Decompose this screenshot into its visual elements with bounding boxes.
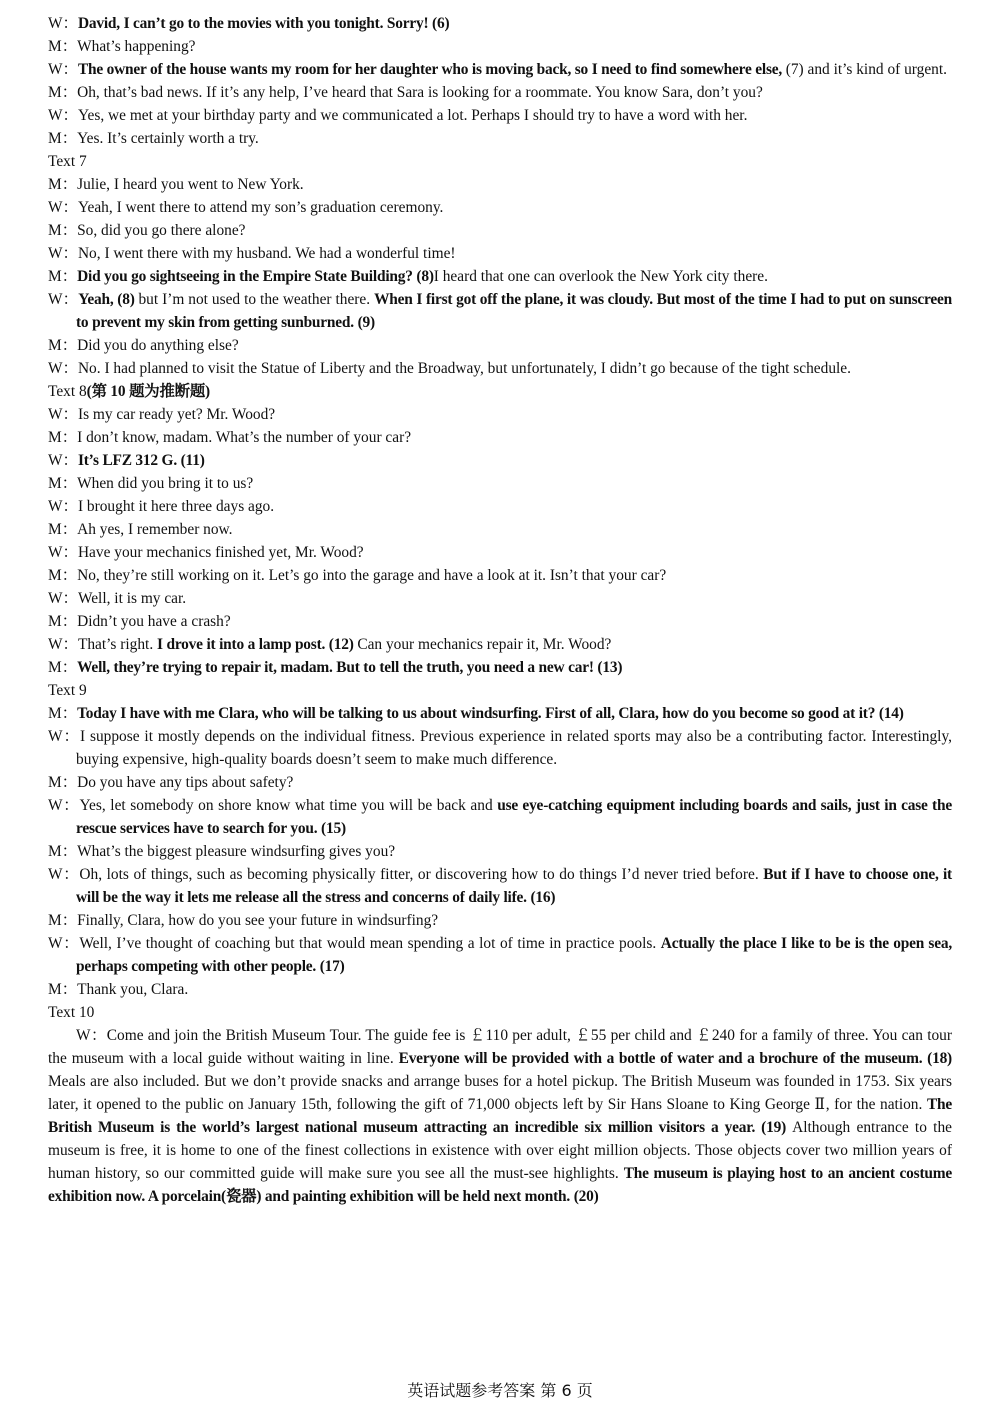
transcript-text: Finally, Clara, how do you see your future in windsurfing? [77, 912, 439, 929]
answer-key-text: (第 10 题为推断题) [86, 383, 210, 400]
speaker-label: M ： [48, 38, 77, 55]
transcript-text: Have your mechanics finished yet, Mr. Wood? [77, 544, 364, 561]
dialogue-line [48, 288, 952, 334]
answer-key-text: Everyone will be provided with a bottle of water and a brochure of the museum. (18) [398, 1050, 952, 1067]
speaker-label: W ： [48, 245, 78, 262]
transcript-text: No, I went there with my husband. We had a wonderful time! [77, 245, 456, 262]
dialogue-line [48, 357, 952, 380]
transcript-text: Text 8 [48, 383, 87, 400]
speaker-label: W ： [48, 866, 79, 883]
dialogue-line [48, 173, 952, 196]
speaker-label: M ： [48, 337, 77, 354]
speaker-label: M ： [48, 130, 77, 147]
transcript-text: Can your mechanics repair it, Mr. Wood? [357, 636, 612, 653]
speaker-label: M ： [48, 176, 77, 193]
dialogue-line [48, 219, 952, 242]
speaker-label: M ： [48, 843, 77, 860]
transcript-text: That’s right. [77, 636, 158, 653]
section-heading [48, 679, 952, 702]
transcript-text: Yes, let somebody on shore know what time you will be back and [79, 797, 498, 814]
transcript-text: So, did you go there alone? [77, 222, 246, 239]
answer-key-text: The museum is playing host to an ancient costume exhibition now. A porcelain(瓷器) and painting exhibition will be held next month. (20) [48, 1165, 952, 1205]
dialogue-line [48, 334, 952, 357]
transcript-text: Didn’t you have a crash? [77, 613, 231, 630]
transcript-text: Yes, we met at your birthday party and we communicated a lot. Perhaps I should try to have a word with her. [77, 107, 748, 124]
section-heading [48, 1001, 952, 1024]
transcript-text: Ah yes, I remember now. [77, 521, 233, 538]
transcript-text: I heard that one can overlook the New York city there. [433, 268, 768, 285]
dialogue-line [48, 12, 952, 35]
speaker-label: W ： [48, 797, 79, 814]
transcript-text: Meals are also included. But we don’t provide snacks and arrange buses for a hotel pickup. The British Museum was founded in 1753. Six years later, it opened to the public on January 15th, following the gift of 71,000 objects left by Sir Hans Sloane to King George Ⅱ, for the nation. [48, 1073, 952, 1113]
dialogue-line [48, 564, 952, 587]
dialogue-line [48, 541, 952, 564]
dialogue-line [48, 81, 952, 104]
dialogue-line [48, 978, 952, 1001]
answer-key-text: use eye-catching equipment including boards and sails, just in case the rescue services have to search for you. (15) [76, 797, 952, 837]
dialogue-line [48, 472, 952, 495]
answer-key-text: It’s LFZ 312 G. (11) [77, 452, 205, 469]
transcript-text: (7) and it’s kind of urgent. [785, 61, 947, 78]
transcript-text: No, they’re still working on it. Let’s go into the garage and have a look at it. Isn’t that your car? [77, 567, 667, 584]
dialogue-line [48, 495, 952, 518]
dialogue-line [48, 35, 952, 58]
dialogue-line [48, 127, 952, 150]
transcript-text: I brought it here three days ago. [77, 498, 275, 515]
transcript-text: Is my car ready yet? Mr. Wood? [77, 406, 276, 423]
speaker-label: W ： [48, 15, 78, 32]
speaker-label: M ： [48, 521, 77, 538]
answer-key-text: When I first got off the plane, it was cloudy. But most of the time I had to put on sunscreen to prevent my skin from getting sunburned. (9) [76, 291, 953, 331]
speaker-label: W ： [48, 544, 78, 561]
dialogue-line [48, 702, 952, 725]
speaker-label: M ： [48, 659, 77, 676]
dialogue-line [48, 403, 952, 426]
transcript-content [48, 12, 952, 1208]
speaker-label: M ： [48, 705, 77, 722]
dialogue-line [48, 794, 952, 840]
speaker-label: M ： [48, 222, 77, 239]
transcript-text: Text 7 [48, 153, 87, 170]
speaker-label: M ： [48, 567, 77, 584]
dialogue-line [48, 656, 952, 679]
page-footer: 英语试题参考答案 第 6 页 [407, 1381, 593, 1400]
dialogue-line [48, 840, 952, 863]
answer-key-text: Well, they’re trying to repair it, madam. But to tell the truth, you need a new car! (13) [77, 659, 623, 676]
transcript-text: Oh, that’s bad news. If it’s any help, I’ve heard that Sara is looking for a roommate. You know Sara, don’t you? [77, 84, 763, 101]
speaker-label: M ： [48, 774, 77, 791]
dialogue-line [48, 104, 952, 127]
answer-key-text: I can’t go to the movies with you tonight. Sorry! (6) [123, 15, 450, 32]
speaker-label: W ： [48, 406, 78, 423]
dialogue-line [48, 426, 952, 449]
answer-key-text: Actually the place I like to be is the open sea, perhaps competing with other people. (17) [76, 935, 952, 975]
speaker-label: W ： [48, 199, 78, 216]
speaker-label: M ： [48, 912, 77, 929]
section-heading [48, 380, 952, 403]
speaker-label: W ： [48, 728, 80, 745]
transcript-text: Julie, I heard you went to New York. [77, 176, 304, 193]
answer-key-text: David, [77, 15, 124, 32]
dialogue-line [48, 58, 952, 81]
speaker-label: W ： [48, 291, 78, 308]
transcript-text: Although entrance to the museum is free, it is home to one of the finest collections in existence with over eight million objects. Those objects cover two million years of human history, so our committed guide will make sure you see all the must-see highlights. [48, 1119, 952, 1182]
dialogue-line [48, 587, 952, 610]
transcript-text: but I’m not used to the weather there. [138, 291, 375, 308]
transcript-text: Text 10 [48, 1004, 95, 1021]
transcript-text: Text 9 [48, 682, 87, 699]
speaker-label: W ： [48, 935, 79, 952]
answer-key-text: Today I have with me Clara, who will be talking to us about windsurfing. First of all, Clara, how do you become so good at it? (14) [77, 705, 904, 722]
answer-key-text: The owner of the house wants my room for her daughter who is moving back, so I need to find somewhere else, [77, 61, 786, 78]
transcript-text: Yeah, I went there to attend my son’s graduation ceremony. [77, 199, 444, 216]
transcript-text: What’s happening? [77, 38, 196, 55]
speaker-label: W ： [48, 498, 78, 515]
dialogue-line [48, 909, 952, 932]
transcript-text: W：Come and join the British Museum Tour. The guide fee is ￡110 per adult, ￡55 per child and ￡240 for a family of three. You can tour the museum with a local guide without waiting in line. [48, 1027, 952, 1067]
transcript-text: Oh, lots of things, such as becoming physically fitter, or discovering how to do things I’d never tried before. [79, 866, 764, 883]
speaker-label: W ： [48, 107, 78, 124]
speaker-label: M ： [48, 981, 77, 998]
dialogue-line [48, 265, 952, 288]
transcript-text: No. I had planned to visit the Statue of Liberty and the Broadway, but unfortunately, I didn’t go because of the tight schedule. [77, 360, 851, 377]
transcript-text: Thank you, Clara. [77, 981, 189, 998]
dialogue-line [48, 196, 952, 219]
section-heading [48, 150, 952, 173]
dialogue-line [48, 633, 952, 656]
dialogue-line [48, 242, 952, 265]
speaker-label: W ： [48, 452, 78, 469]
transcript-text: I suppose it mostly depends on the individual fitness. Previous experience in related sports may also be a contributing factor. Interestingly, buying expensive, high-quality boards doesn’t seem to make much difference. [76, 728, 952, 768]
speaker-label: M ： [48, 475, 77, 492]
speaker-label: M ： [48, 429, 77, 446]
dialogue-line [48, 518, 952, 541]
speaker-label: W ： [48, 360, 78, 377]
speaker-label: W ： [48, 636, 78, 653]
speaker-label: M ： [48, 613, 77, 630]
answer-key-text: But if I have to choose one, it will be the way it lets me release all the stress and concerns of daily life. (16) [76, 866, 952, 906]
dialogue-line [48, 610, 952, 633]
transcript-text: I don’t know, madam. What’s the number of your car? [77, 429, 412, 446]
dialogue-line [48, 863, 952, 909]
dialogue-line [48, 725, 952, 771]
dialogue-line [48, 932, 952, 978]
speaker-label: W ： [48, 61, 78, 78]
transcript-text: Do you have any tips about safety? [77, 774, 294, 791]
transcript-text: Well, I’ve thought of coaching but that would mean spending a lot of time in practice pools. [79, 935, 661, 952]
speaker-label: M ： [48, 84, 77, 101]
transcript-text: When did you bring it to us? [77, 475, 254, 492]
transcript-text: What’s the biggest pleasure windsurfing gives you? [77, 843, 396, 860]
speaker-label: W ： [48, 590, 78, 607]
transcript-text: Well, it is my car. [77, 590, 187, 607]
dialogue-line [48, 449, 952, 472]
answer-key-text: Yeah, (8) [78, 291, 139, 308]
dialogue-line [48, 771, 952, 794]
answer-key-text: The British Museum is the world’s largest national museum attracting an incredible six million visitors a year. (19) [48, 1096, 952, 1136]
transcript-text: Did you do anything else? [77, 337, 239, 354]
transcript-text: Yes. It’s certainly worth a try. [77, 130, 259, 147]
monologue-paragraph [48, 1024, 952, 1208]
answer-key-text: I drove it into a lamp post. (12) [157, 636, 358, 653]
answer-key-text: Did you go sightseeing in the Empire State Building? (8) [77, 268, 434, 285]
speaker-label: M ： [48, 268, 77, 285]
